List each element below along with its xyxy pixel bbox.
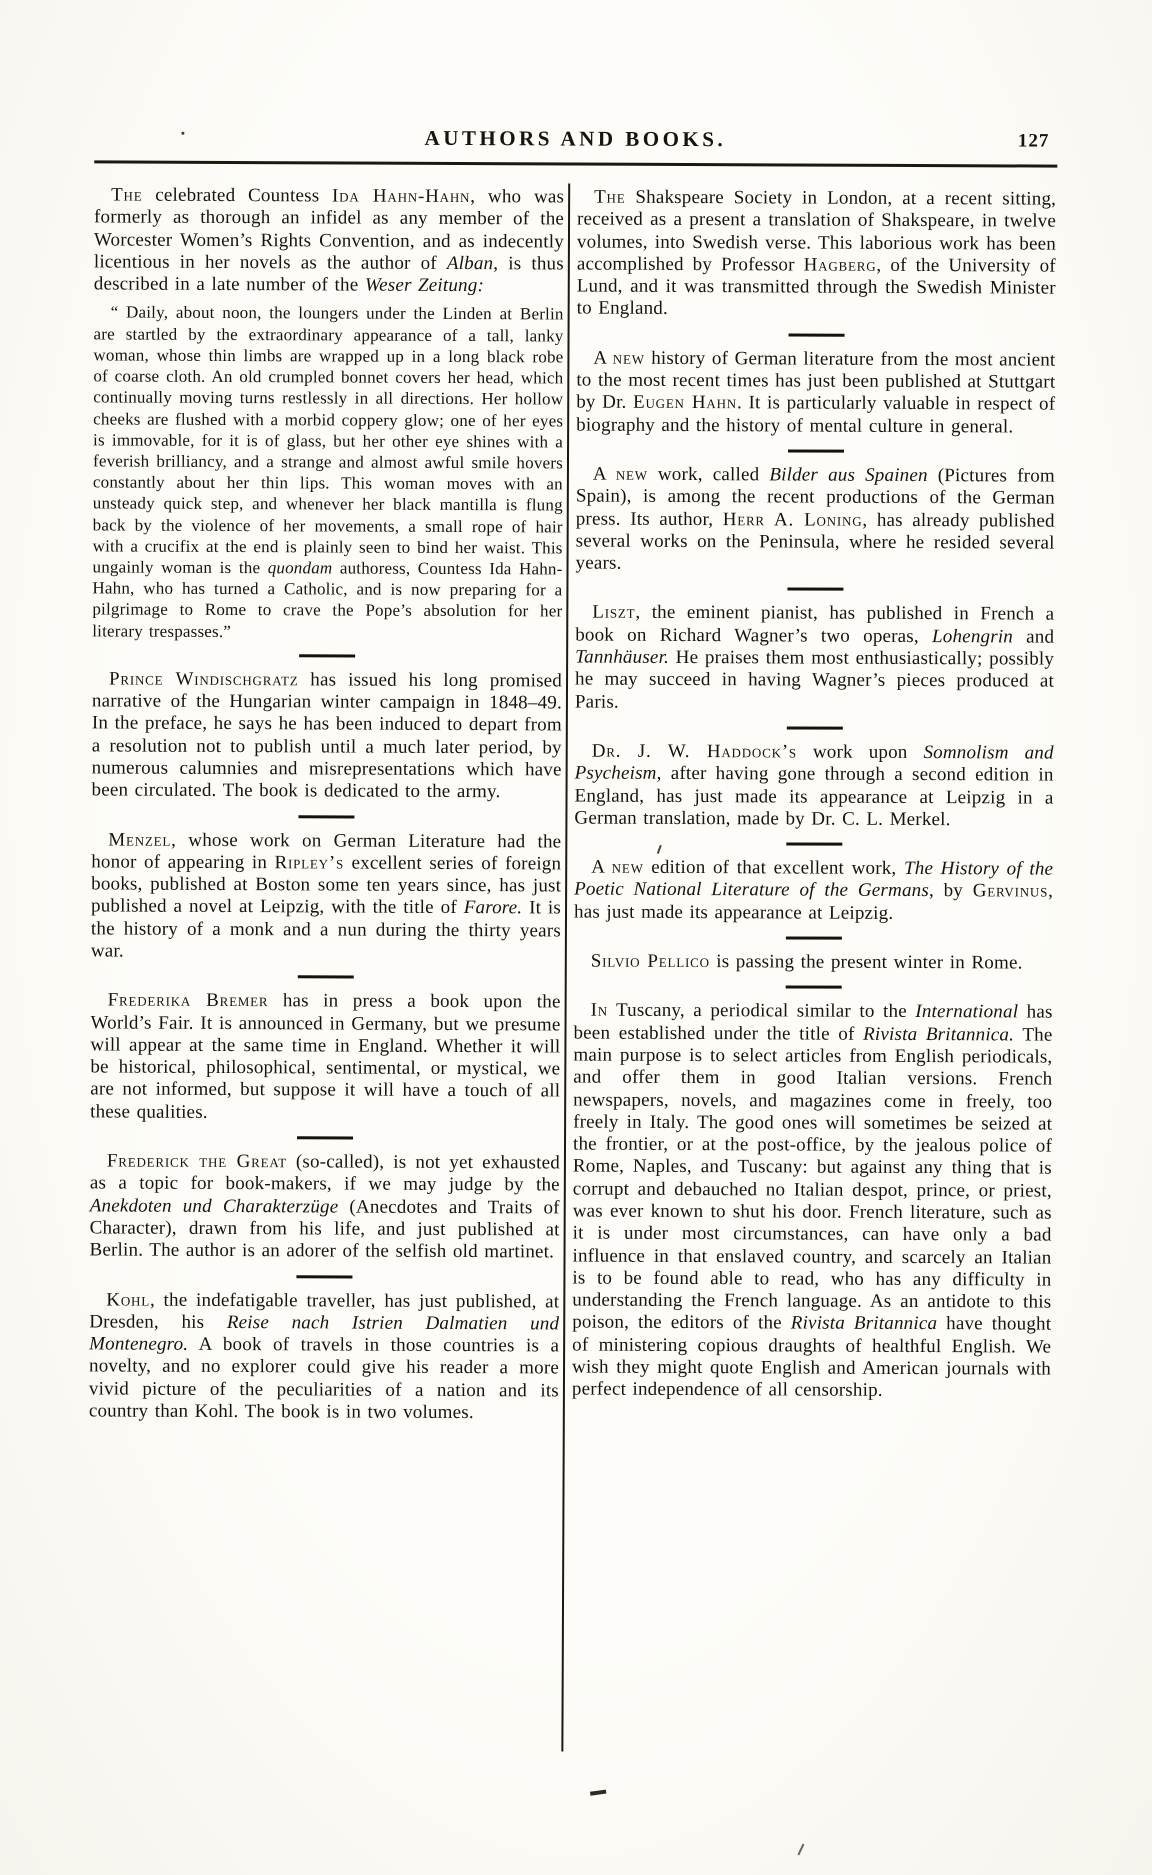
body-text: , after having gone through a second edition in England, has just made its appearance at Leipzig in a German translation, made by Dr. C. L. Merkel. <box>574 763 1054 830</box>
body-text: , who was formerly as thorough an infidel as any member of the Worcester Women’s Rights Convention, and as indecently licentious in her novels as the author of <box>93 186 565 274</box>
section-divider <box>785 936 841 939</box>
body-text: and <box>1012 626 1055 648</box>
article-paragraph <box>572 1000 1053 1403</box>
article-paragraph <box>577 187 1057 323</box>
article-paragraph <box>92 668 563 804</box>
ink-speck <box>590 1790 606 1796</box>
article-paragraph <box>575 602 1054 716</box>
body-text: has in press a book upon the World’s Fair. It is announced in Germany, but we presume will appear at the same time in England. Whether it will be historical, philosophical, sentimental, or mystical, we are not informed, but suppose it will have a touch of all these qualities. <box>90 990 561 1123</box>
italic-title: Reise nach Istrien Dalmatien und Montenegro. <box>89 1311 560 1355</box>
small-caps-name: Eugen Hahn <box>633 392 738 414</box>
body-text: has been established under the title of <box>573 1001 1053 1045</box>
italic-title: Lohengrin <box>931 625 1014 648</box>
italic-title: Anekdoten und Charakterzüge <box>89 1195 339 1218</box>
right-column <box>572 187 1056 1404</box>
small-caps-name: Herr A. Loning <box>722 508 863 531</box>
body-text: history of German literature from the most ancient to the most recent times has just been published at Stuttgart by Dr. <box>576 347 1056 414</box>
page-header <box>0 0 1152 152</box>
article-paragraph <box>90 990 561 1126</box>
italic-title: Alban <box>446 252 494 275</box>
italic-title: quondam <box>267 558 333 578</box>
header-rule <box>94 160 1057 167</box>
small-caps-name: Ripley’s <box>274 852 345 874</box>
body-text: edition of that excellent work, <box>643 856 905 880</box>
section-divider <box>787 588 843 591</box>
small-caps-name: Hagberg <box>803 254 877 276</box>
body-text: “ Daily, about noon, the loungers under the Linden at Berlin are startled by the extraordinary appearance of a tall, lanky woman, whose thin limbs are wrapped up in a long black robe of coarse cloth. An old crumpled bonnet covers her head, which continually moving turns restlessly in all directions. Her hollow cheeks are flushed with a morbid coppery glow; one of her eyes is immovable, for it is of glass, but her other eye shines with a feverish brilliancy, and a strange and almost awful smile hovers constantly about her thin lips. This woman moves with an unsteady quick step, and whenever her black mantilla is flung back by the violence of her movements, a small rope of hair with a crucifix at the end is plainly seen to bind her waist. This ungainly woman is the <box>92 302 564 578</box>
body-text: is passing the present winter in Rome. <box>709 951 1023 974</box>
page-title: AUTHORS AND BOOKS. <box>424 125 727 152</box>
small-caps-name: Liszt <box>592 602 636 624</box>
body-text: , has just made its appearance at Leipzig. <box>573 881 1054 924</box>
body-text: has issued his long promised narrative of the Hungarian winter campaign in 1848–49. In the preface, he says he has been induced to depart from a resolution not to publish until a much later period, by numerous calumnies and misrepresentations which have been circulated. The book is dedicated to the army. <box>91 669 563 803</box>
italic-title: Somnolism and Psycheism <box>574 741 1054 785</box>
small-caps-name: new <box>611 856 644 878</box>
small-caps-name: Kohl <box>106 1289 151 1311</box>
body-text: , has already published several works on the Peninsula, where he resided several years. <box>575 509 1055 574</box>
small-caps-name: The <box>111 184 143 206</box>
small-caps-name: Ida Hahn-Hahn <box>332 185 471 208</box>
italic-title: Bilder aus Spainen <box>769 464 928 487</box>
body-text: (Pictures from Spain), is among the recent productions of the German press. Its author, <box>575 465 1055 530</box>
article-paragraph <box>94 184 564 298</box>
body-text: A <box>593 347 613 369</box>
body-text: celebrated Countess <box>142 184 333 207</box>
body-text: It is the history of a monk and a nun during the thirty years war. <box>90 897 562 962</box>
ink-speck <box>797 1844 804 1856</box>
article-paragraph <box>576 347 1055 438</box>
section-divider <box>298 815 354 818</box>
page-number: 127 <box>1017 130 1050 152</box>
article-paragraph <box>89 1289 560 1425</box>
small-caps-name: Frederika Bremer <box>107 989 269 1012</box>
article-paragraph <box>574 740 1053 831</box>
body-text: authoress, Countess Ida Hahn-Hahn, who has turned a Catholic, and is now preparing for a pilgrimage to Rome to crave the Pope’s absolution for her literary trespasses.” <box>92 558 563 641</box>
small-caps-name: The <box>594 186 626 208</box>
body-text: have thought of ministering copious draughts of healthful English. We wish they might quote English and American journals with perfect independence of all censorship. <box>571 1313 1052 1402</box>
article-paragraph <box>574 857 1053 926</box>
section-divider <box>298 976 354 979</box>
body-text: work, called <box>647 463 770 486</box>
italic-title: Rivista Britannica <box>790 1312 938 1335</box>
body-text: Tuscany, a periodical similar to the <box>607 999 916 1023</box>
section-divider <box>296 1275 352 1278</box>
left-column <box>89 184 564 1424</box>
quoted-extract <box>92 302 563 643</box>
section-divider <box>788 449 844 452</box>
body-text: Shakspeare Society in London, at a recent sitting, received as a present a translation of Shakspeare, in twelve volumes, into Swedish verse. This laborious work has been accomplished by Professor <box>576 186 1057 276</box>
section-divider <box>786 726 842 729</box>
section-divider <box>297 1136 353 1139</box>
section-divider <box>788 333 844 336</box>
small-caps-name: In <box>590 999 608 1021</box>
body-text: work upon <box>796 741 924 763</box>
italic-title: Rivista Britannica. <box>863 1023 1015 1046</box>
body-text: , whose work on German Literature had the honor of appearing in <box>91 829 562 874</box>
article-paragraph <box>89 1150 559 1264</box>
body-text: . It is particularly valuable in respect of biography and the history of mental culture in general. <box>576 392 1056 438</box>
body-text: , the indefatigable traveller, has just published, at Dresden, his <box>89 1289 560 1333</box>
italic-title: Weser Zeitung: <box>364 274 485 297</box>
small-caps-name: new <box>615 463 648 485</box>
body-text: , the eminent pianist, has published in French a book on Richard Wagner’s two operas, <box>575 602 1055 647</box>
body-text: A <box>591 856 612 878</box>
italic-title: Farore. <box>463 897 523 919</box>
small-caps-name: Frederick the Great <box>106 1150 287 1173</box>
small-caps-name: new <box>612 347 645 369</box>
small-caps-name: Gervinus <box>972 880 1049 903</box>
article-paragraph <box>575 463 1054 577</box>
small-caps-name: Menzel <box>108 828 172 851</box>
body-text: A book of travels in those countries is a novelty, and no explorer could give his reader a more vivid picture of the peculiarities of a nation and its country than Kohl. The book is in two volumes. <box>88 1333 560 1424</box>
italic-title: The History of the Poetic National Literature of the Germans <box>574 858 1054 902</box>
body-text: (so-called), is not yet exhausted as a topic for book-makers, if we may judge by the <box>89 1151 560 1196</box>
section-divider <box>299 654 355 657</box>
section-divider <box>785 986 841 989</box>
article-paragraph <box>574 951 1053 975</box>
body-text: The main purpose is to select articles from English periodicals, and offer them in good Italian versions. French newspapers, novels, and magazines come in freely, too freely in Italy. The good ones will sometimes be seized at the frontier, or at the post-office, by the jealous police of Rome, Naples, and Tuscany: but against any thing that is corrupt and debauched no Italian despot, prince, or priest, was ever known to shut his door. French literature, such as it is under most circumstances, can have only a bad influence in that enslaved country, and scarcely an Italian is to be found able to read, who has any difficulty in understanding the French language. As an antidote to this poison, the editors of the <box>572 1024 1053 1334</box>
italic-title: Tannhäuser. <box>575 646 670 668</box>
body-text: A <box>592 463 616 485</box>
body-text: , is thus described in a late number of the <box>93 253 564 296</box>
article-paragraph <box>91 829 562 965</box>
ink-speck <box>181 132 184 135</box>
body-text: excellent series of foreign books, published at Boston some ten years since, has just published a novel at Leipzig, with the title of <box>91 852 562 919</box>
body-text: (Anecdotes and Traits of Character), drawn from his life, and just published at Berlin. The author is an adorer of the selfish old martinet. <box>89 1196 560 1263</box>
small-caps-name: Dr. J. W. Haddock’s <box>591 740 798 763</box>
body-text: He praises them most enthusiastically; possibly he may succeed in having Wagner’s pieces produced at Paris. <box>574 646 1055 713</box>
section-divider <box>786 843 842 846</box>
small-caps-name: Prince Windischgratz <box>108 668 299 691</box>
small-caps-name: Silvio Pellico <box>590 950 710 973</box>
body-text: , of the University of Lund, and it was transmitted through the Swedish Minister to England. <box>576 254 1056 320</box>
italic-title: International <box>915 1001 1019 1023</box>
body-text: , by <box>928 880 973 902</box>
